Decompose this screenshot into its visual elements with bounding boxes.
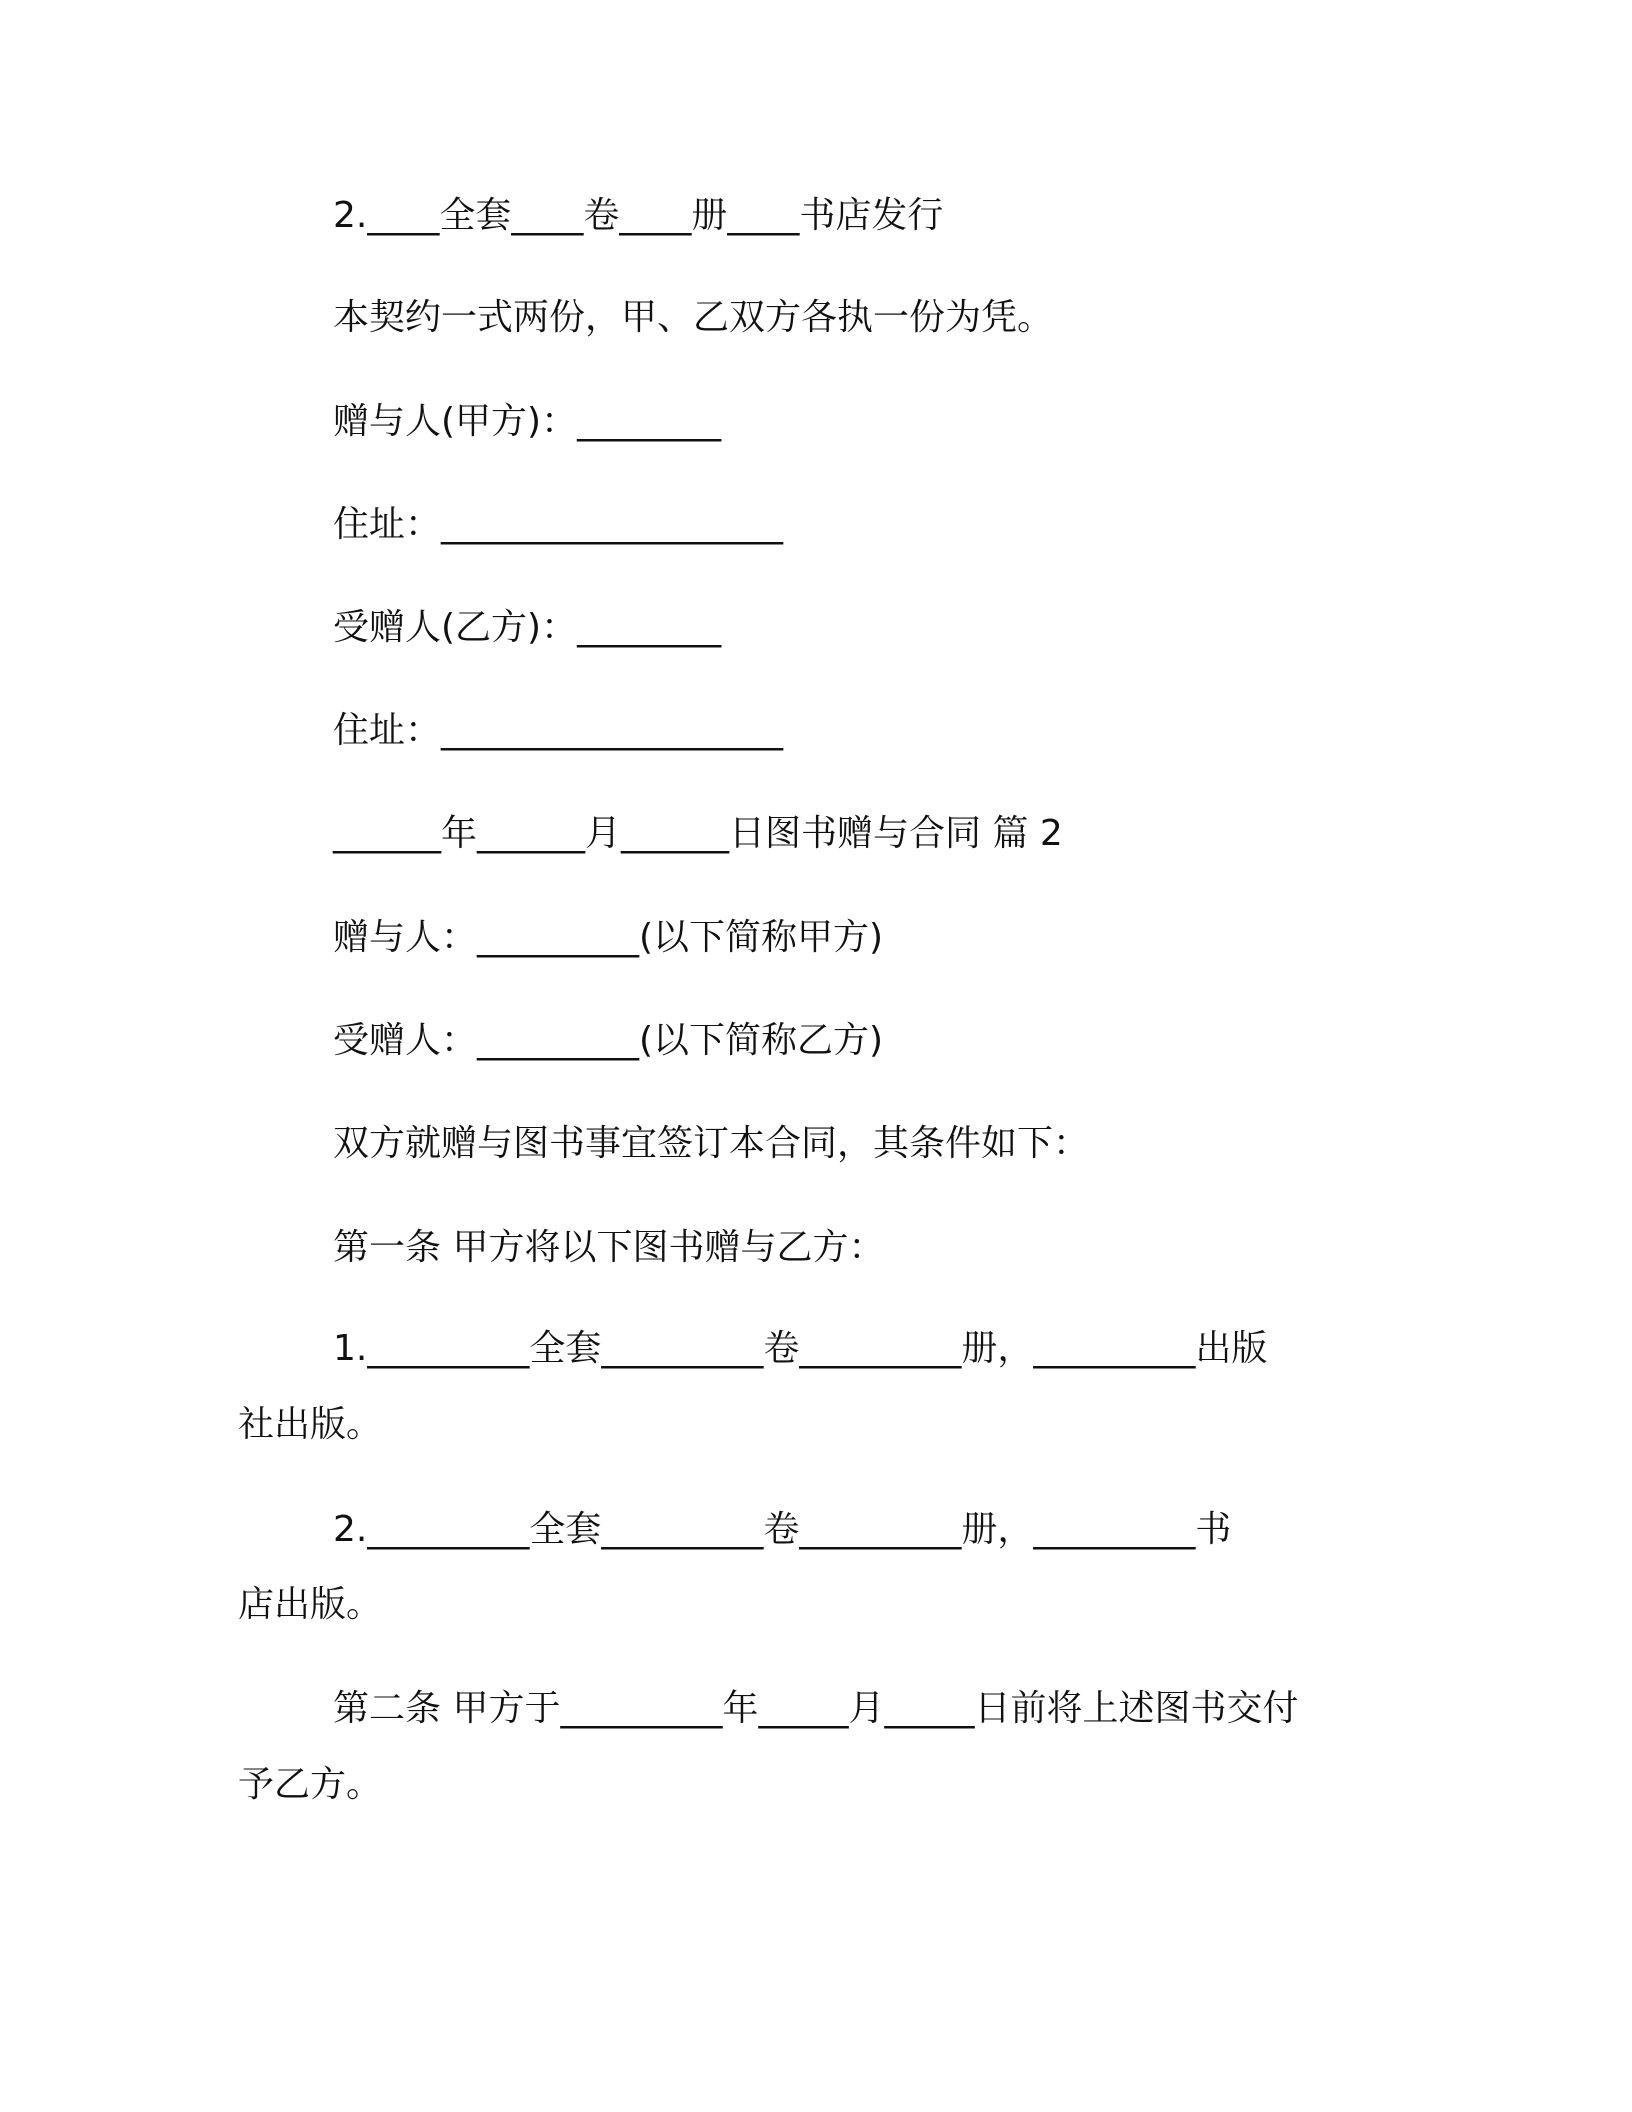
article-1-item-2-continued: 店出版。 [238,1584,383,1625]
donor-party-a-field: 赠与人(甲方)：________ [333,401,722,442]
clause-set-2-line: 2.____全套____卷____册____书店发行 [333,195,944,236]
article-2-text-continued: 予乙方。 [238,1764,383,1805]
article-1-item-2: 2._________全套_________卷_________册，_________书 [333,1509,1232,1550]
contract-intro: 双方就赠与图书事宜签订本合同，其条件如下： [333,1123,1090,1164]
date-and-contract-title: ______年______月______日图书赠与合同 篇 2 [333,813,1063,854]
donee-address-field: 住址：___________________ [333,710,784,751]
donor-address-field: 住址：___________________ [333,504,784,545]
copies-statement: 本契约一式两份，甲、乙双方各执一份为凭。 [333,297,1054,338]
donee-field: 受赠人：_________(以下简称乙方) [333,1020,884,1061]
article-1-item-1: 1._________全套_________卷_________册，_________出版 [333,1328,1268,1369]
article-2-text: 第二条 甲方于_________年_____月_____日前将上述图书交付 [333,1688,1299,1729]
article-1-heading: 第一条 甲方将以下图书赠与乙方： [333,1227,885,1268]
article-1-item-1-continued: 社出版。 [238,1404,383,1445]
donor-field: 赠与人：_________(以下简称甲方) [333,917,884,958]
donee-party-b-field: 受赠人(乙方)：________ [333,607,722,648]
